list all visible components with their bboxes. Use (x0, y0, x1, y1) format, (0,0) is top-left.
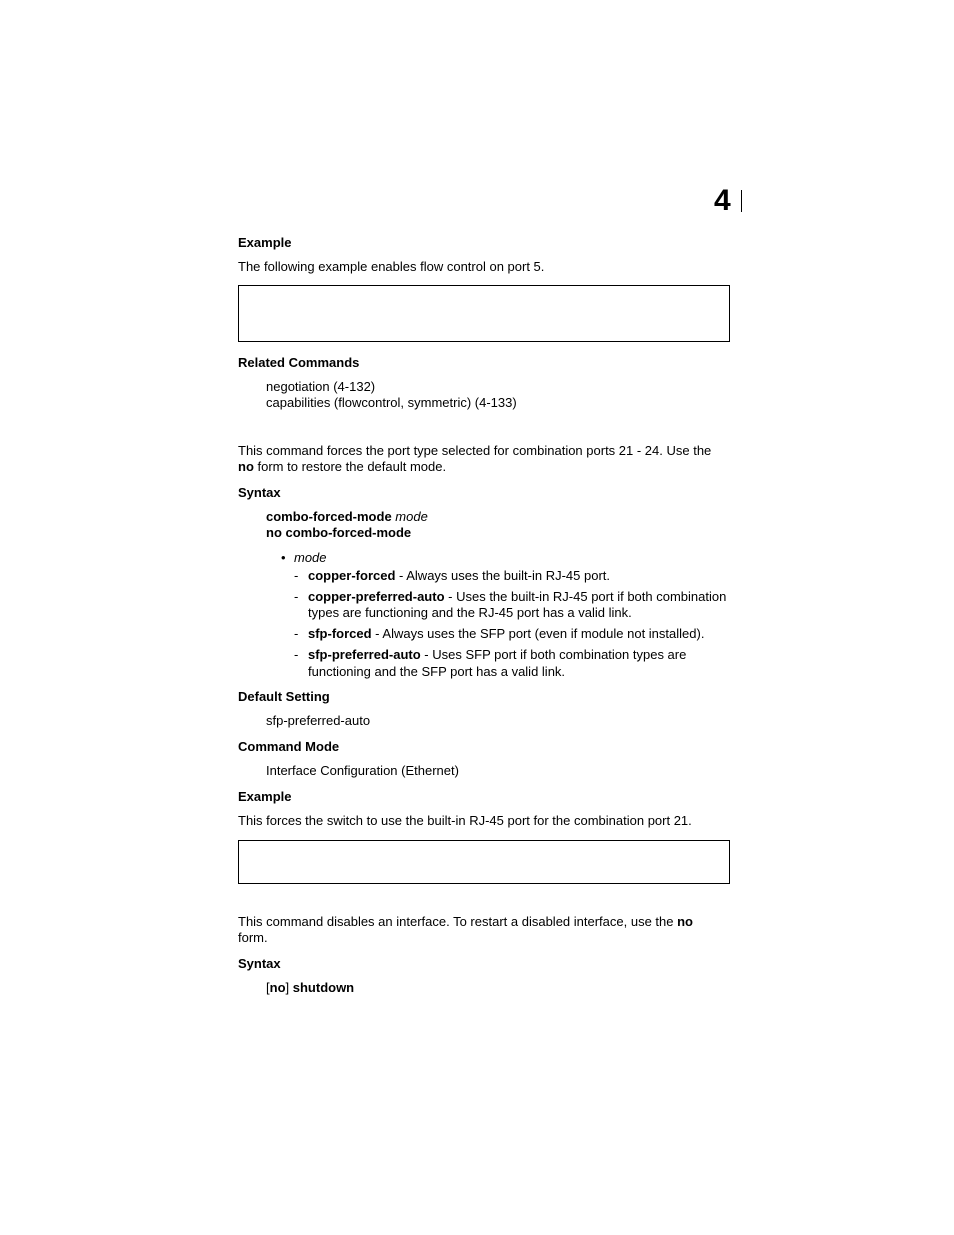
command-mode-value: Interface Configuration (Ethernet) (266, 763, 459, 778)
option-description-cont: functioning and the SFP port has a valid link. (308, 664, 566, 679)
option-dash: - (294, 647, 299, 662)
syntax-command: combo-forced-mode (266, 509, 392, 524)
option-description: - Uses SFP port if both combination types are (420, 647, 687, 662)
command-mode-heading: Command Mode (238, 739, 340, 754)
bracket-close: ] (285, 980, 293, 995)
syntax-line (266, 509, 428, 525)
option-copper-preferred-auto (308, 589, 726, 605)
combo-description-line2 (238, 459, 446, 475)
option-description: - Uses the built-in RJ-45 port if both combination (444, 589, 727, 604)
mode-parameter: mode (294, 550, 327, 565)
shutdown-description-line1 (238, 914, 693, 930)
code-example-box (238, 840, 730, 884)
option-sfp-preferred-auto (308, 647, 686, 663)
syntax-heading: Syntax (238, 956, 281, 971)
option-description: - Always uses the built-in RJ-45 port. (395, 568, 610, 583)
syntax-argument: mode (391, 509, 428, 524)
option-description: - Always uses the SFP port (even if module not installed). (371, 626, 705, 641)
option-dash: - (294, 589, 299, 604)
option-copper-forced (308, 568, 610, 584)
combo-description-tail: form to restore the default mode. (253, 459, 447, 474)
syntax-no-command: no combo-forced-mode (266, 525, 412, 540)
syntax-command: shutdown (292, 980, 355, 995)
related-commands-heading: Related Commands (238, 355, 360, 370)
example-text: This forces the switch to use the built-in RJ-45 port for the combination port 21. (238, 813, 692, 828)
option-name: copper-forced (308, 568, 396, 583)
bullet-label (294, 550, 327, 566)
syntax-heading: Syntax (238, 485, 281, 500)
example-text: The following example enables flow control on port 5. (238, 259, 545, 274)
combo-description-line1: This command forces the port type selected for combination ports 21 - 24. Use the (238, 443, 712, 458)
related-command-link[interactable]: negotiation (4-132) (266, 379, 376, 394)
no-keyword: no (238, 459, 254, 474)
shutdown-description-line2: form. (238, 930, 268, 945)
default-setting-value: sfp-preferred-auto (266, 713, 371, 728)
option-dash: - (294, 568, 299, 583)
option-description-cont: types are functioning and the RJ-45 port has a valid link. (308, 605, 632, 620)
example-heading: Example (238, 789, 292, 804)
shutdown-description: This command disables an interface. To restart a disabled interface, use the (238, 914, 678, 929)
option-name: sfp-forced (308, 626, 372, 641)
chapter-number: 4 (714, 184, 731, 217)
option-sfp-forced (308, 626, 704, 642)
bracket-open: [ (266, 980, 270, 995)
chapter-divider (741, 190, 742, 212)
syntax-no-line (266, 525, 411, 541)
shutdown-syntax-line (266, 980, 354, 996)
example-heading: Example (238, 235, 292, 250)
no-keyword: no (677, 914, 693, 929)
option-name: copper-preferred-auto (308, 589, 445, 604)
bullet-mark: • (281, 550, 286, 565)
default-setting-heading: Default Setting (238, 689, 330, 704)
option-dash: - (294, 626, 299, 641)
syntax-no-keyword: no (269, 980, 286, 995)
related-command-link[interactable]: capabilities (flowcontrol, symmetric) (4-133) (266, 395, 517, 410)
code-example-box (238, 285, 730, 342)
option-name: sfp-preferred-auto (308, 647, 421, 662)
